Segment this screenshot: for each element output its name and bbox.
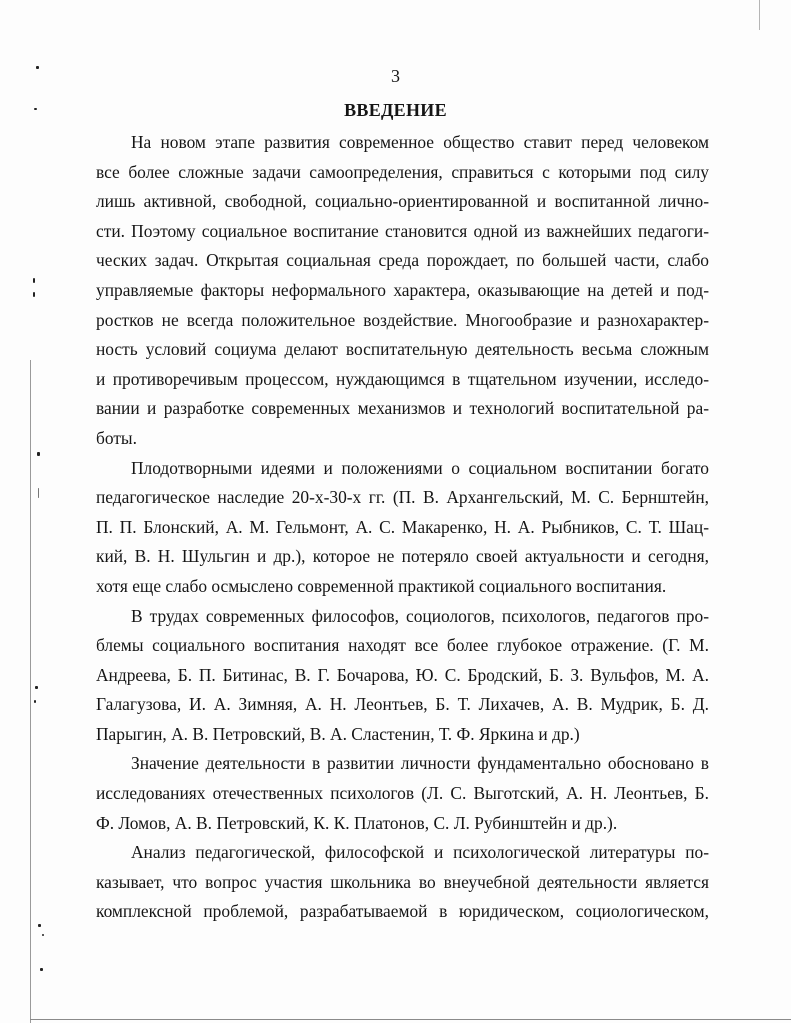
- scan-edge-bottom: [30, 1019, 791, 1020]
- text-line: Ф. Ломов, А. В. Петровский, К. К. Платонов, С. Л. Рубинштейн и др.).: [96, 812, 618, 833]
- text-line: блемы социального воспитания находят все более глубокое отражение. (Г. М.: [96, 635, 709, 656]
- text-line: лишь активной, свободной, социально-ориентированной и воспитанной лично-: [96, 191, 709, 212]
- scan-edge-top: [759, 0, 760, 30]
- text-line: комплексной проблемой, разрабатываемой в юридическом, социологическом,: [96, 901, 709, 922]
- text-line: В трудах современных философов, социологов, психологов, педагогов про-: [131, 605, 709, 626]
- text-line: педагогическое наследие 20-х-30-х гг. (П. В. Архангельский, М. С. Бернштейн,: [96, 487, 709, 508]
- text-line: Значение деятельности в развитии личности фундаментально обосновано в: [131, 753, 709, 774]
- section-heading: ВВЕДЕНИЕ: [344, 100, 447, 120]
- text-line: и противоречивым процессом, нуждающимся в тщательном изучении, исследо-: [96, 368, 709, 389]
- text-line: ность условий социума делают воспитательную деятельность весьма сложным: [96, 339, 709, 360]
- scan-speck: [34, 700, 36, 703]
- text-line: вании и разработке современных механизмов и технологий воспитательной ра-: [96, 398, 709, 419]
- text-line: кий, В. Н. Шульгин и др.), которое не потеряло своей актуальности и сегодня,: [96, 546, 709, 567]
- text-line: П. П. Блонский, А. М. Гельмонт, А. С. Макаренко, Н. А. Рыбников, С. Т. Шац-: [96, 516, 709, 537]
- text-line: ростков не всегда положительное воздействие. Многообразие и разнохарактер-: [96, 309, 709, 330]
- text-line: Парыгин, А. В. Петровский, В. А. Сластенин, Т. Ф. Яркина и др.): [96, 723, 580, 744]
- scan-speck: [42, 934, 44, 936]
- text-line: казывает, что вопрос участия школьника во внеучебной деятельности является: [96, 871, 709, 892]
- scan-speck: [35, 686, 38, 689]
- text-line: исследованиях отечественных психологов (Л. С. Выготский, А. Н. Леонтьев, Б.: [96, 783, 709, 804]
- scan-speck: [33, 292, 35, 297]
- text-line: Андреева, Б. П. Битинас, В. Г. Бочарова, Ю. С. Бродский, Б. З. Вульфов, М. А.: [96, 664, 709, 685]
- body-text: [96, 128, 709, 927]
- text-line: ческих задач. Открытая социальная среда порождает, по большей части, слабо: [96, 250, 709, 271]
- text-line: сти. Поэтому социальное воспитание становится одной из важнейших педагоги-: [96, 220, 709, 241]
- text-line: все более сложные задачи самоопределения, справиться с которыми под силу: [96, 161, 709, 182]
- scan-speck: [38, 488, 39, 498]
- text-line: управляемые факторы неформального характера, оказывающие на детей и под-: [96, 279, 709, 300]
- scan-speck: [38, 924, 41, 927]
- scan-speck: [33, 278, 35, 283]
- text-line: Плодотворными идеями и положениями о социальном воспитании богато: [131, 457, 709, 478]
- text-line: Галагузова, И. А. Зимняя, А. Н. Леонтьев, Б. Т. Лихачев, А. В. Мудрик, Б. Д.: [96, 694, 709, 715]
- scan-speck: [37, 452, 40, 456]
- page-number: 3: [391, 66, 400, 86]
- text-line: Анализ педагогической, философской и психологической литературы по-: [131, 842, 709, 863]
- text-line: хотя еще слабо осмыслено современной практикой социального воспитания.: [96, 575, 667, 596]
- text-line: боты.: [96, 427, 137, 448]
- scan-edge-left: [30, 360, 31, 1023]
- scan-speck: [40, 968, 43, 971]
- text-line: На новом этапе развития современное общество ставит перед человеком: [131, 132, 709, 152]
